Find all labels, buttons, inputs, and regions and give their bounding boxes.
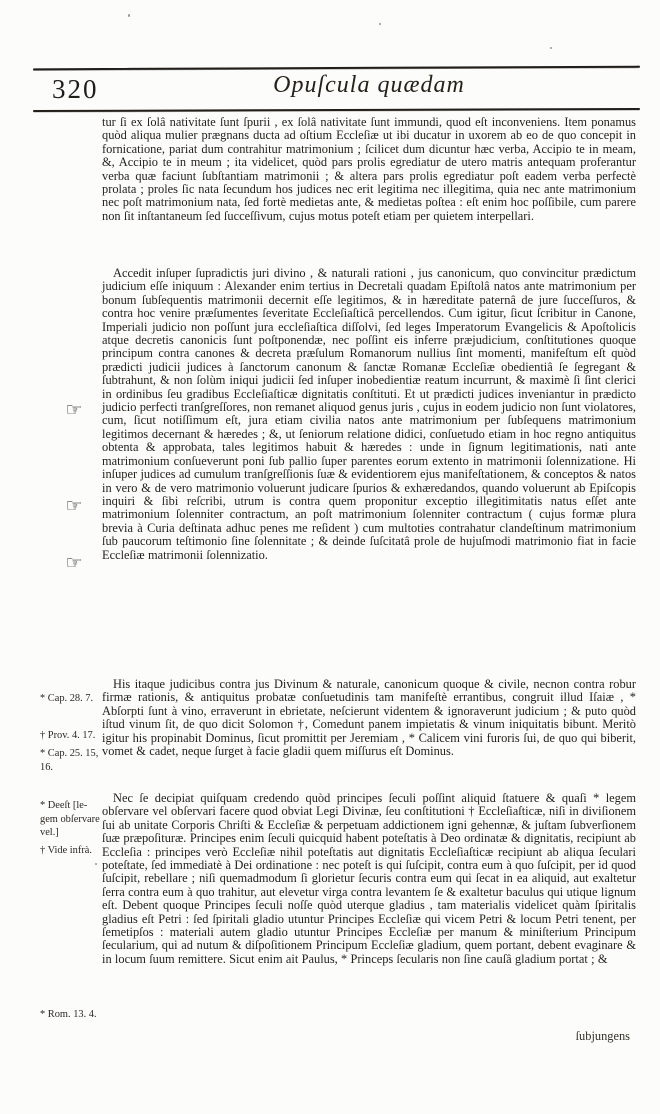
manicule-icon: ☞: [65, 399, 83, 421]
manicule-icon: ☞: [65, 495, 83, 517]
paragraph-accedit: Accedit inſuper ſupradictis juri divino , & naturali rationi , jus canonicum, quo convincitur prædictum judicium eſſe iniquum : Alexander enim tertius in Decretali quadam Epiſtolâ natos ante matrimonium per bonum ſubſequentis matrimonii decernit eſſe legitimos, & in hæreditate paternâ de jure ſucceſſuros, & contra hoc venire præſumentes ſeveritate Eccleſiaſticâ percellendos. Cum igitur, ſicut ſcribitur in Canone, Imperiali judicio non poſſunt jura eccleſiaſtica diſſolvi, ſed leges Imperatorum Evangelicis & Apoſtolicis atque decretis canonicis ſunt poſtponendæ, nec poſſint eis inferre præjudicium, conſtitutiones quoque principum contra canones & decreta præſulum Romanorum nullius ſint momenti, manifeſtum eſt quòd prædicti judicii judices à ſanctorum canonum & ſanctæ Romanæ Eccleſiæ obedientiâ ſe ſegregant & ſubtrahunt, & non ſolùm iniqui judicii ſed inſuper inobedientiæ reatum incurrunt, & maximè ſi ſint clerici in ordinibus ſeu gradibus Eccleſiaſticæ dignitatis conſtituti. Et ut prædicti judices inveniantur in prædicto judicio perfecti tranſgreſſores, non remanet aliquod genus juris , cujus in eodem judicio non ſunt violatores, cum, ſicut notiſſimum eſt, jura etiam civilia natos ante matrimonium per ſubſequens matrimonium legitimos decernant & hæredes ; &, ut ſeniorum relatione didici, conſuetudo etiam in hoc regno antiquitus obtenta & approbata, tales legitimos habuit & hæredes : unde in ſignum legitimationis, nati ante matrimonium conſueverunt poni ſub pallio ſuper parentes eorum extento in matrimonii ſolennizatione. Hi inſuper judices ad cumulum tranſgreſſionis ſuæ & evidentiorem ejus manifeſtationem, & conceptos & natos in vero & de vero matrimonio voluerunt judicare ſpurios & exhæredandos, quando voluerunt ab Epiſcopis inquiri & ſibi reſcribi, utrum is contra quem proponitur exceptio illegitimitatis natus eſſet ante matrimonium ſolenniter contractum, an poſt matrimonium ſolenniter contractum ( cujus formæ plura brevia à Curia deſtinata adhuc penes me reſident ) cum multoties contrahatur clandeſtinum matrimonium ſub paucorum teſtimonio ſine ſolennitate ; & deinde ſuſcitatâ prole de hujuſmodi matrimonio fiat in facie Eccleſiæ matrimonii ſolennizatio.: [102, 266, 636, 562]
margin-note-vide-infra: † Vide infrà.: [40, 845, 92, 856]
scan-speck: [379, 23, 381, 25]
margin-note-prov-4: † Prov. 4. 17.: [40, 730, 96, 741]
margin-note-deest: * Deeſt [legem obſervare vel.]: [40, 800, 100, 838]
paragraph-continuation: tur ſi ex ſolâ nativitate ſunt ſpurii , ex ſolâ nativitate ſunt immundi, quod eſt inconveniens. Item ponamus quòd aliqua mulier prægnans ducta ad oſtium Eccleſiæ ut ibi ducatur in uxorem ab eo de quo concepit in fornicatione, pariat dum contrahitur matrimonium ; ſcilicet dum dicuntur hæc verba, Accipio te in meam, &, Accipio te in meum ; ita videlicet, quòd pars prolis egrediatur de utero matris antequam proferantur verba quæ faciunt ſubſtantiam matrimonii ; & altera pars prolis egrediatur poſt eadem verba perfectè prolata ; proles ſic nata ſecundum hos judices nec erit legitima nec illegitima, quia nec ante matrimonium nec poſt matrimonium nata, ſed fortè medietas ante, & medietas poſtea : eſt enim hoc poſſibile, cum parere non ſit inſtantaneum ſed ſucceſſivum, cujus motus poteſt etiam per quietem interpellari.: [102, 115, 636, 223]
page-number: 320: [52, 74, 99, 104]
paragraph-his-itaque: His itaque judicibus contra jus Divinum & naturale, canonicum quoque & civile, necnon contra robur firmæ rationis, & antiquitus probatæ conſuetudinis tam manifeſtè errantibus, congruit illud Iſaiæ , * Abſorpti ſunt à vino, erraverunt in ebrietate, neſcierunt videntem & ignoraverunt judicium ; & puto quòd iſtud vinum ſit, de quo dicit Solomon †, Comedunt panem impietatis & vinum iniquitatis bibunt. Meritò igitur his propinabit Dominus, ſicut promittit per Jeremiam , * Calicem vini furoris ſui, de quo qui biberit, vomet & cadet, neque ſurget à facie gladii quem miſſurus eſt Dominus.: [102, 677, 636, 759]
margin-note-rom-13: * Rom. 13. 4.: [40, 1009, 97, 1020]
manicule-icon: ☞: [65, 552, 83, 574]
header-rule-top: [33, 66, 640, 71]
paragraph-nec-se-decipiat: Nec ſe decipiat quiſquam credendo quòd principes ſeculi poſſint aliquid ſtatuere & quaſi * legem obſervare vel obſervari facere quod obviat Legi Divinæ, ſeu conſtitutioni † Eccleſiaſticæ, niſi in diviſionem ſui ab unitate Corporis Chriſti & Eccleſiæ & perpetuam addictionem igni gehennæ, & juſtam ſubverſionem ſuæ præpoſituræ. Principes enim ſeculi quicquid habent poteſtatis à Deo ordinatæ & dignitatis, recipiunt ab Eccleſia : principes verò Eccleſiæ nihil poteſtatis aut dignitatis Eccleſiaſticæ recipiunt ab aliqua ſeculari poteſtate, ſed immediatè à Dei ordinatione : nec poteſt is qui ſuſcipit, contra eum à quo ſuſcipit, per id quod ſuſcipit, rebellare ; niſi quemadmodum ſi glorietur ſecuris contra eum qui ſecat in ea aliquid, aut exaltetur ſerra contra eum à quo trahitur, aut elevetur virga contra levantem ſe & exaltetur baculus qui utique lignum eſt. Debent quoque Principes ſeculi noſſe quòd uterque gladius , tam materialis videlicet quàm ſpiritalis gladius eſt Petri : ſed ſpiritali gladio utuntur Principes Eccleſiæ qui vicem Petri & locum Petri tenent, per ſemetipſos : materiali autem gladio utuntur Principes Eccleſiæ per manum & miniſterium Principum ſecularium, qui ad nutum & diſpoſitionem Principum Eccleſiæ gladium, quem portant, debent evaginare & in locum ſuum remittere. Sicut enim ait Paulus, * Princeps ſecularis non ſine cauſâ gladium portat ; &: [102, 791, 636, 966]
margin-note-cap-25: * Cap. 25. 15, 16.: [40, 748, 99, 773]
running-title: Opuſcula quædam: [273, 72, 465, 98]
scan-speck: [128, 14, 130, 17]
scan-speck: [550, 47, 552, 49]
catchword: ſubjungens: [575, 1029, 630, 1043]
header-rule-bottom: [33, 108, 640, 112]
scan-speck: [95, 863, 97, 865]
margin-note-cap-28: * Cap. 28. 7.: [40, 693, 94, 704]
